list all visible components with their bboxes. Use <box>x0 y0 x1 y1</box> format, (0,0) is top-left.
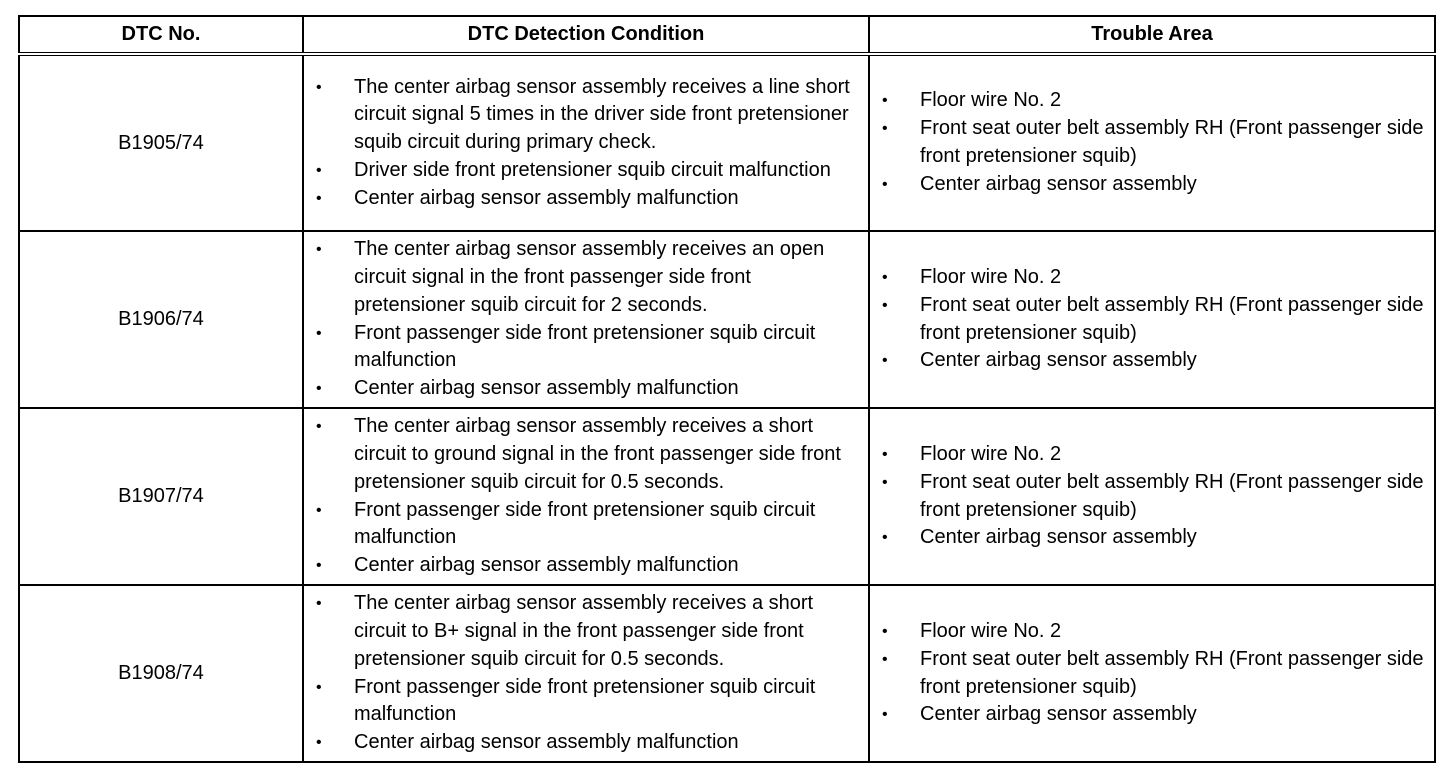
list-item <box>870 469 1426 525</box>
dtc-code: B1908/74 <box>19 585 303 762</box>
condition-text: Driver side front pretensioner squib circuit malfunction <box>354 158 831 181</box>
condition-text: The center airbag sensor assembly receives an open circuit signal in the front passenger side front pretensioner squib circuit for 2 seconds. <box>354 238 825 316</box>
dtc-code: B1906/74 <box>19 231 303 408</box>
list-item <box>304 497 860 553</box>
bullet-icon: • <box>316 241 322 259</box>
trouble-area-text: Front seat outer belt assembly RH (Front passenger side front pretensioner squib) <box>920 470 1424 521</box>
list-item <box>304 375 860 403</box>
bullet-icon: • <box>882 268 888 286</box>
list-item <box>304 590 860 673</box>
condition-text: The center airbag sensor assembly receives a short circuit to ground signal in the front passenger side front pretensioner squib circuit for 0.5 seconds. <box>354 415 841 493</box>
trouble-area-cell <box>869 231 1435 408</box>
bullet-icon: • <box>316 595 322 613</box>
trouble-area-list <box>870 85 1434 200</box>
condition-text: Center airbag sensor assembly malfunction <box>354 186 739 209</box>
list-item <box>870 646 1426 702</box>
table-header <box>19 16 1435 54</box>
list-item <box>304 74 860 157</box>
condition-list <box>304 234 868 405</box>
condition-list <box>304 72 868 215</box>
table-row <box>19 231 1435 408</box>
table-body <box>19 54 1435 762</box>
trouble-area-list <box>870 616 1434 731</box>
list-item <box>870 171 1426 199</box>
list-item <box>870 701 1426 729</box>
bullet-icon: • <box>882 175 888 193</box>
list-item <box>304 185 860 213</box>
condition-list <box>304 588 868 759</box>
trouble-area-text: Front seat outer belt assembly RH (Front passenger side front pretensioner squib) <box>920 647 1424 698</box>
bullet-icon: • <box>882 296 888 314</box>
bullet-icon: • <box>882 352 888 370</box>
list-item <box>304 552 860 580</box>
list-item <box>304 157 860 185</box>
detection-condition-cell <box>303 231 869 408</box>
trouble-area-cell <box>869 408 1435 585</box>
bullet-icon: • <box>316 418 322 436</box>
trouble-area-text: Floor wire No. 2 <box>920 619 1062 642</box>
list-item <box>870 292 1426 348</box>
bullet-icon: • <box>882 92 888 110</box>
condition-text: Front passenger side front pretensioner squib circuit malfunction <box>354 498 816 549</box>
trouble-area-text: Front seat outer belt assembly RH (Front passenger side front pretensioner squib) <box>920 117 1424 167</box>
list-item <box>304 320 860 376</box>
bullet-icon: • <box>882 650 888 668</box>
trouble-area-text: Floor wire No. 2 <box>920 89 1062 112</box>
condition-text: Center airbag sensor assembly malfunction <box>354 377 739 400</box>
trouble-area-list <box>870 262 1434 377</box>
trouble-area-text: Floor wire No. 2 <box>920 265 1062 288</box>
header-trouble-area: Trouble Area <box>869 16 1435 54</box>
bullet-icon: • <box>882 473 888 491</box>
bullet-icon: • <box>316 161 322 179</box>
bullet-icon: • <box>882 445 888 463</box>
trouble-area-text: Center airbag sensor assembly <box>920 526 1197 549</box>
bullet-icon: • <box>882 120 888 138</box>
table-row <box>19 54 1435 231</box>
bullet-icon: • <box>316 324 322 342</box>
trouble-area-text: Center airbag sensor assembly <box>920 349 1197 372</box>
condition-text: The center airbag sensor assembly receives a line short circuit signal 5 times in the driver side front pretensioner squib circuit during primary check. <box>354 75 850 154</box>
dtc-code: B1907/74 <box>19 408 303 585</box>
list-item <box>870 87 1426 115</box>
condition-text: Front passenger side front pretensioner squib circuit malfunction <box>354 321 816 372</box>
condition-text: Front passenger side front pretensioner squib circuit malfunction <box>354 675 816 726</box>
dtc-code: B1905/74 <box>19 54 303 231</box>
header-dtc-no: DTC No. <box>19 16 303 54</box>
list-item <box>870 441 1426 469</box>
list-item <box>870 347 1426 375</box>
bullet-icon: • <box>316 380 322 398</box>
table-row <box>19 585 1435 762</box>
bullet-icon: • <box>882 706 888 724</box>
list-item <box>304 236 860 319</box>
detection-condition-cell <box>303 585 869 762</box>
bullet-icon: • <box>882 529 888 547</box>
trouble-area-cell <box>869 54 1435 231</box>
bullet-icon: • <box>316 189 322 207</box>
bullet-icon: • <box>316 78 322 96</box>
header-row <box>19 16 1435 54</box>
list-item <box>870 524 1426 552</box>
bullet-icon: • <box>316 501 322 519</box>
condition-text: Center airbag sensor assembly malfunction <box>354 731 739 754</box>
trouble-area-text: Center airbag sensor assembly <box>920 703 1197 726</box>
list-item <box>304 729 860 757</box>
trouble-area-text: Center airbag sensor assembly <box>920 172 1197 195</box>
list-item <box>870 618 1426 646</box>
bullet-icon: • <box>882 622 888 640</box>
trouble-area-list <box>870 439 1434 554</box>
bullet-icon: • <box>316 678 322 696</box>
condition-list <box>304 411 868 582</box>
bullet-icon: • <box>316 557 322 575</box>
list-item <box>870 264 1426 292</box>
list-item <box>870 115 1426 171</box>
detection-condition-cell <box>303 54 869 231</box>
condition-text: The center airbag sensor assembly receives a short circuit to B+ signal in the front passenger side front pretensioner squib circuit for 0.5 seconds. <box>354 592 814 670</box>
trouble-area-text: Front seat outer belt assembly RH (Front passenger side front pretensioner squib) <box>920 293 1424 344</box>
list-item <box>304 413 860 496</box>
list-item <box>304 674 860 730</box>
bullet-icon: • <box>316 734 322 752</box>
header-detection-condition: DTC Detection Condition <box>303 16 869 54</box>
table-row <box>19 408 1435 585</box>
trouble-area-cell <box>869 585 1435 762</box>
condition-text: Center airbag sensor assembly malfunction <box>354 554 739 577</box>
detection-condition-cell <box>303 408 869 585</box>
dtc-table <box>18 15 1436 763</box>
trouble-area-text: Floor wire No. 2 <box>920 442 1062 465</box>
